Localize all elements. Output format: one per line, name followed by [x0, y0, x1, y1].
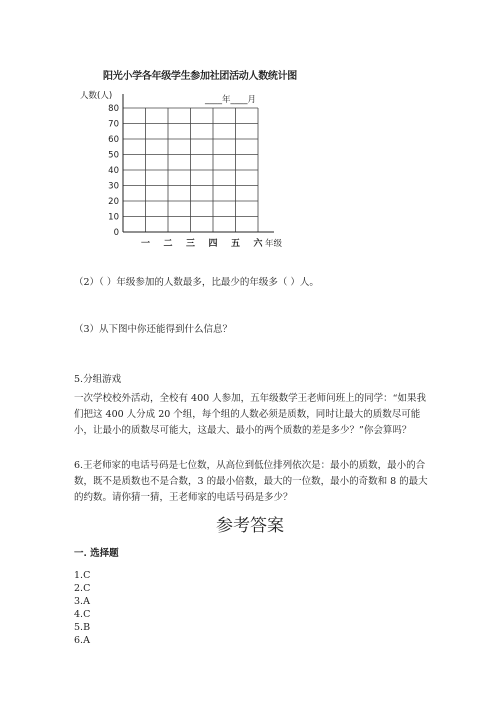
question-2-text: （2）（ ）年级参加的人数最多，比最少的年级多（ ）人。: [74, 277, 319, 288]
x-tick-label: 三: [185, 239, 196, 249]
y-tick-label: 20: [108, 197, 119, 207]
y-tick-label: 70: [108, 119, 119, 130]
y-tick-label: 10: [108, 212, 119, 223]
question-3: [74, 322, 434, 338]
y-tick-label: 0: [113, 228, 119, 238]
x-tick-label: 二: [163, 239, 173, 249]
answer-item: 5.B: [74, 622, 91, 633]
answers-heading: 参考答案: [216, 516, 284, 536]
y-tick-label: 80: [108, 104, 119, 114]
y-tick-label: 30: [108, 181, 119, 192]
date-blank: ____年____月: [204, 95, 256, 105]
question-5-title: 5.分组游戏: [74, 374, 122, 385]
y-axis-label: 人数(人): [80, 91, 113, 101]
answer-item: 3.A: [74, 596, 90, 607]
question-5-body: 一次学校校外活动，全校有 400 人参加，五年级数学王老师问班上的同学：“如果我们把这 400 人分成 20 个组，每个组的人数必须是质数，同时让最大的质数尽可能小，让最小的质数尽可能大，这最大、最小的两个质数的差是多少？”你会算吗？: [74, 393, 427, 436]
answer-item: 4.C: [74, 609, 91, 620]
x-tick-label: 四: [208, 239, 218, 249]
bar-chart-grid: [60, 86, 310, 256]
question-6-body: 6.王老师家的电话号码是七位数，从高位到低位排列依次是：最小的质数，最小的合数，既不是质数也不是合数，3 的最小倍数，最大的一位数，最小的奇数和 8 的最大的约数。请你猜一猜，王老师家的电话号码是多少？: [74, 460, 428, 503]
answer-item: 6.A: [74, 635, 90, 646]
y-tick-label: 50: [108, 150, 119, 161]
question-2: [74, 275, 434, 291]
x-tick-label: 六: [253, 239, 263, 249]
x-tick-label: 五: [230, 239, 241, 249]
section-title: 一. 选择题: [74, 548, 119, 559]
chart-title: 阳光小学各年级学生参加社团活动人数统计图: [103, 71, 297, 82]
answer-item: 1.C: [74, 570, 91, 581]
question-3-text: （3）从下图中你还能得到什么信息？: [74, 324, 233, 335]
answer-list: [74, 569, 90, 647]
answer-item: 2.C: [74, 583, 91, 594]
y-tick-label: 60: [108, 135, 119, 145]
x-axis-label: 年级: [264, 239, 282, 249]
y-tick-label: 40: [108, 166, 119, 176]
x-tick-label: 一: [140, 239, 151, 249]
